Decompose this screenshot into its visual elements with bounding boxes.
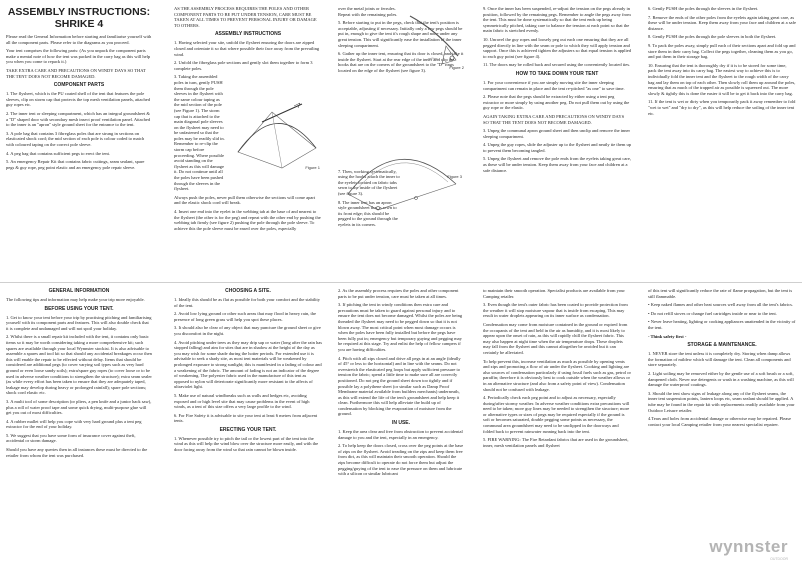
bottom-col-4 [483, 288, 631, 563]
paragraph: of this tent will significantly reduce the rate of flame propagation, but the tent is still flammable. [648, 288, 793, 299]
paragraph: • Keep naked flames and other heat sources well away from all the tent's fabrics. [648, 302, 793, 308]
paragraph: 5. FIRE WARNING: The Fire Retardant fabrics that are used in the groundsheet, inner, mesh ventilation panels and flysheet [483, 437, 629, 448]
site-heading: CHOOSING A SITE. [225, 288, 271, 294]
paragraph: 11. The doors may be rolled back and secured using the conveniently located ties. [483, 62, 631, 68]
erect-heading: ERECTING YOUR TENT. [219, 426, 277, 433]
figure-label: Figure 2 [449, 65, 464, 70]
assembly-heading: ASSEMBLY INSTRUCTIONS [214, 31, 282, 38]
bottom-col-3 [338, 288, 464, 563]
paragraph: 4. A rubber mallet will help you cope with very hard ground plus a tent peg extractor for the end of your holiday. [6, 418, 142, 430]
wynnster-logo [709, 537, 788, 561]
page-divider [0, 282, 802, 283]
paragraph: 10. Ensuring that the tent is thoroughly dry if it is to be stored for some time, pack the tent away into its carry bag. The easiest way to achieve this is to individually fold the inner tent and the flysheet to the rough width of the carry bag and lay them on top of each other. Then slowly roll them up around the poles, ensuring that as much of the trapped air as possible is squeezed out. The more slowly & tightly this is done the easier it will be to get it back into the carry bag. [648, 62, 796, 96]
paragraph: The following tips and information may help make your trip more enjoyable. [6, 297, 145, 302]
paragraph: • Do not refill stoves or change fuel cartridges inside or near to the tent. [648, 310, 777, 316]
paragraph: AGAIN TAKING EXTRA CARE AND PRECAUTIONS ON WINDY DAYS SO THAT THE TENT DOES NOT BECOME DAMAGED. [483, 113, 625, 125]
paragraph: 2. Light soiling may be removed either by the gentle use of a soft brush or a soft, dampened cloth. Never use detergents or wash in a washing machine, as this will damage the waterproof coatings. [648, 370, 794, 388]
paragraph: 3. Unpeg the communal apron ground sheet and then unclip and remove the inner sleeping compartment. [483, 128, 630, 139]
figure-label: Figure 3 [447, 174, 462, 179]
paragraph: 4.Tears and holes from accidental damage or otherwise may be repaired. Please contact your local Camping retailer from your nearest specialist repairer. [648, 416, 792, 427]
paragraph: 8. Gently PUSH the poles through the pole sleeves in both the flysheet. [648, 34, 777, 40]
paragraph: 6. Gather up the inner tent, ensuring that its door is closed, and take it inside the flysheet. Start at the rear edge of the inner and clip the hooks that are on the corners of the groundsheet to the "D" rings located on the edge of the flysheet (see figure 3). [338, 51, 464, 73]
paragraph: Please read the General Information before starting and familiarise yourself with all the component parts. Please refer to the diagrams as you proceed. [6, 34, 152, 45]
paragraph: 5. We suggest that you have some form of insurance cover against theft, accidental or storm damage. [6, 432, 136, 444]
figure-label: Figure 1 [305, 165, 320, 170]
paragraph: 9. To pack the poles away, simply pull each of their sections apart and fold up and store them in their carry bag. Collect the pegs together, cleaning them as you go, and put them in their storage bag. [648, 42, 796, 60]
bottom-col-1 [6, 288, 152, 563]
paragraph: 1. NEVER store the tent unless it is completely dry. Storing when damp allows the formation of mildew which will damage the tent. Clean all components and store separately. [648, 351, 791, 368]
paragraph: Should you have any queries then in all instances these must be directed to the retailer from whom the tent was purchased. [6, 447, 148, 458]
paragraph: 5. Before starting to put in the pegs, check that the tent's position is acceptable, adjusting if necessary. Initially only a few pegs should be put in, enough to give the tent it's rough shape and none under any great tension. This will significantly ease the installation of the inner sleeping compartment. [338, 20, 463, 48]
paragraph: AS THE ASSEMBLY PROCESS REQUIRES THE POLES AND OTHER COMPONENT PARTS TO BE PUT UNDER TENSION, CARE MUST BE TAKEN AT ALL TIMES TO PREVENT PERSONAL INJURY OR DAMAGE TO OTHERS. [174, 6, 317, 28]
paragraph: 7. Then, working systematically, using the hooks attach the inner to the eyelets located on fabric tabs sewn to the inside of the flysheet (see figure 3). [338, 168, 400, 196]
paragraph: 3. Taking the assembled poles in turn, gently PUSH them through the pole sleeves in the flysheet with the same colour taping as the mid section of the pole (see Figure 1). The storm cap that is attached to the main diagonal pole sleeves on the flysheet may need to be unfastened so that the poles may be readily slid in. Remember to re-clip the storm cap before proceeding. Where possible avoid standing on the flysheet as this will damage it. Do not continue until all the poles have been pushed through the sleeves in the flysheet. [174, 74, 225, 192]
paragraph: 4. Avoid pitching under trees as they may drip sap or water (long after the rain has stopped falling) and aim for sites that are in shadow at the height of the day as you may wish for some shade during the hotter periods. For extended use it is advisable to seek a shady site, as most tent materials will be weakened by prolonged exposure to strong sunlight; this is manifested in a fading of colour and a weakening of the fabric. The amount of fading is not an indicator of the degree of weakening. The polyester fabric used in the manufacture of this tent as opposed to nylon will deteriorate significantly more resistant to the affects of ultraviolet light. [174, 339, 322, 390]
figure-1 [232, 92, 322, 172]
take-down-heading: HOW TO TAKE DOWN YOUR TENT [515, 70, 599, 77]
paragraph: 5. An emergency Repair Kit that contains fabric cuttings, seam sealant, spare pegs & guy rope, peg point elastic and an emergency pole repair sleeve. [6, 159, 145, 170]
paragraph: 3. It should also be clear of any object that may puncture the ground sheet or give you discomfort in the night. [174, 325, 321, 336]
before-heading: BEFORE USING YOUR TENT. [44, 305, 114, 312]
top-col-4 [483, 6, 631, 280]
paragraph: 7. Remove the ends of the other poles from the eyelets again taking great care, as these will be under tension. Keep them away from your face and children at a safe distance. [648, 14, 796, 31]
inuse-heading: IN USE. [391, 420, 411, 427]
paragraph: Your tent comprises the following parts: (As you unpack the component parts make a mental note of how the tent was packed in the carry bag as this will help you when you come to repack it.) [6, 48, 151, 65]
paragraph: 3. A pole bag that contains 3 fibreglass poles that are strung in sections on elasticated shock cord; the mid section of each pole is colour coded to match with coloured taping on the correct pole sleeve. [6, 130, 145, 147]
paragraph: 3. A multi tool of some description (or pliers, a pen knife and a junior hack saw), plus a roll of water proof tape and some quick drying, multi-purpose glue will get you out of most difficulties. [6, 398, 152, 416]
paragraph: 2. Whilst there is a small repair kit included with the tent, it contains only basic items so it may be worth considering taking a more comprehensive kit; such spares are available through your local Wynnster stockist. It is also advisable to assemble a spares and tool kit so that should any accidental breakages occur then this will enable the repair to be effected without delay. Items that should be considered are additional pegs (to cover varying soil types such as very hard ground or even loose sandy soils); extra/spare guy ropes (to cover loose or to be used in adverse weather conditions to strengthen the structure); extra seam sealer (as while every effort has been taken to ensure that they are adequately taped, leakage may develop during heavy or prolonged rainfall); spare pole sections; shock cord elastic etc. [6, 334, 152, 396]
paragraph: 4. Periodically check each peg point and to adjust as necessary, especially during/after stormy weather. In adverse weather conditions extra precautions will need to be taken; more guy lines may be needed to strengthen the structure; more or alternative types or sizes of pegs may be required especially if the ground is soft or becomes saturated, double pegging some points as necessary, the communal area groundsheet may need to be unclipped in the doorways and folded back to prevent rainwater running back into the tent. [483, 395, 630, 434]
paragraph: 8. The inner tent has an apron style groundsheet that is sewn to its front edge; this should be pegged to the ground through the eyelets in its corners. [338, 199, 398, 227]
components-heading: COMPONENT PARTS [53, 82, 105, 89]
logo-tag: OUTDOOR [770, 557, 788, 561]
paragraph: 4. Pitch with all zips closed and drive all pegs in at an angle (ideally of 45° or less to the horizontal) and in line with the seams. Do not overstretch the elasticated peg loops but apply sufficient pressure to tension the fabric; spend a little time to make sure all are correctly positioned. Do not peg the ground sheet down too tightly and if possible lay a polythene sheet (or similar such as Damp Proof Membrane material available from builders merchants) underneath, as this will extend the life of the tent's groundsheet and help keep it clean. Furthermore this will help alleviate the build up of condensation by blocking the evaporation of moisture from the ground. [338, 355, 461, 417]
general-heading: GENERAL INFORMATION [48, 288, 110, 294]
top-col-1 [6, 6, 152, 280]
paragraph: 6. For Fire Safety it is advisable to site your tent at least 6 metres from adjacent tents. [174, 412, 318, 424]
paragraph: 2. As the assembly process requires the poles and other component parts to be put under tension, care must be taken at all times. [338, 288, 459, 299]
paragraph: 1. Keep the area clear and free from obstruction to prevent accidental damage to you and the tent, especially in an emergency. [338, 429, 463, 440]
paragraph: 11. If the tent is wet or dirty when you temporarily pack it away remember to fold "wet to wet" and "dry to dry", as this will help reduce the soiling of the inner tent etc. [648, 99, 796, 116]
paragraph: 3. Should the tent show signs of leakage along any of the flysheet seams, the inner tent suspension points, lantern loops etc, seam sealant should be applied. A tube may be found in the repair kit with replacements readily available from your Outdoor Leisure retailer. [648, 390, 795, 413]
paragraph: 9. Once the inner has been suspended, re-adjust the tension on the pegs already in position, followed by the remaining pegs. Remember to angle the pegs away from the tent. This must be done systematically so that the tent ends up being symmetrically pitched, taking care to balance the tension at each point so that the main fabric is stretched evenly. [483, 6, 631, 34]
paragraph: To help prevent this, increase ventilation as much as possible by opening vents and zips and promoting a flow of air under the flysheet. Cooking and lighting are also sources of condensation particularly if using fossil fuels such as gas, petrol or paraffin; therefore it is obviously best to cook outside when the weather allows or in an alternative structure (and also from a safety point of view). Condensation should not be confused with leakage. [483, 358, 631, 392]
bottom-col-2 [174, 288, 322, 563]
logo-text: wynnster [709, 537, 788, 556]
storage-heading: STORAGE & MAINTENANCE. [687, 342, 757, 349]
paragraph: 2. Avoid low lying ground or other such areas that may flood in heavy rain, the presence of long green grass will help you spot these places. [174, 311, 317, 322]
figure-2 [406, 6, 466, 70]
paragraph: 1. Having selected your site, unfold the flysheet ensuring the doors are zipped closed and orientate it so that where possible their face away from the prevailing wind. [174, 40, 320, 57]
paragraph: TAKE EXTRA CARE AND PRECAUTIONS ON WINDY DAYS SO THAT THE TENT DOES NOT BECOME DAMAGED. [6, 67, 146, 79]
paragraph: 5. Unpeg the flysheet and remove the pole ends from the eyelets taking great care, as these will be under tension. Keep them away from your face and children at a safe distance. [483, 156, 631, 173]
paragraph: 4. A peg bag that contains sufficient pegs to erect the tent. [6, 150, 111, 156]
paragraph: 10. Unravel the guy ropes and loosely peg out each one ensuring that they are all pegged directly in line with the seam or pole to which they will apply tension and support. Once this is achieved tighten the adjusters so that equal tension is applied to each guy point (see figure 4). [483, 36, 631, 59]
paragraph: - Think safety first - [648, 333, 687, 339]
paragraph: 2. Unfold the fibreglass pole sections and gently slot them together to form 3 complete poles. [174, 60, 313, 71]
paragraph: 1. The flysheet, which is the PU coated shell of the tent that features the pole sleeves, clip on storm cap that protects the top mesh ventilation panels, attached guy ropes etc. [6, 91, 150, 108]
bottom-col-5 [648, 288, 796, 524]
doc-title: ASSEMBLY INSTRUCTIONS: SHRIKE 4 [7, 6, 151, 30]
paragraph: 2. Please note that the pegs should be extracted by either using a tent peg extractor or more simply by using another peg. Do not pull them out by using the guy rope or the elastic. [483, 94, 630, 111]
paragraph: 2. To help keep the doors closed, cross over the peg points at the base of zips on the flysheet. Avoid treading on the zips and keep them free from dirt, as this will maintain their smooth operation. Should the zips become difficult to operate do not force them but adjust the pegging/guying of the tent to ease the pressure on them and lubricate with a silicon or similar lubricant [338, 443, 464, 477]
paragraph: to maintain their smooth operation. Specialist products are available from your Camping retailer. [483, 288, 625, 299]
paragraph: 6. Gently PUSH the poles through the sleeves in the flysheet. [648, 6, 759, 11]
paragraph: 5. Make use of natural windbreaks such as walls and hedges etc, avoiding exposed and or high level site that may cause problems in the event of high winds, as a tent of this size offers a very large profile to the wind. [174, 392, 310, 410]
paragraph: 1. Whenever possible try to pitch the tail or the lowest part of the tent into the wind as this will help the wind blow over the structure more easily, and with the door facing away from the wind so that rain cannot be blown inside. [174, 435, 319, 453]
paragraph: Condensation may come from moisture contained in the ground or expired from the occupants of the tent and held in the air as humidity, and it is most likely to appear upon the onset of rain, as this will rapidly chill the flysheet fabric. This may also happen at night time when the air temperature drops. These droplets may fall from the flysheet and this cannot altogether be avoided but it can certainly be alleviated. [483, 321, 628, 355]
paragraph: 3. Even though the tent's outer fabric has been coated to provide protection from the weather it will stop moisture vapour that is inside from escaping. This may result in water droplets appearing on its inner surface as condensation. [483, 302, 628, 319]
paragraph: 4. Unpeg the guy ropes, slide the adjuster up to the flysheet and neatly tie them up to prevent them becoming tangled. [483, 142, 631, 153]
paragraph: • Never leave heating, lighting or cooking appliances unattended in the vicinity of the tent. [648, 319, 796, 330]
paragraph: 3. If pitching the tent in windy conditions then extra care and precautions must be taken to guard against personal injury and to ensure the tent does not become damaged. Whilst the poles are being threaded the flysheet may need to be pegged down so that it is not blown away. The most critical point when most damage occurs is when the poles have been fully installed but before the pegs have been fully put in; emergency but temporary guying and pegging may be required at this stage. Try and enlist the help of fellow campers if you are having difficulties. [338, 302, 463, 352]
paragraph: 1. Ideally this should be as flat as possible for both your comfort and the stability of the tent. [174, 297, 320, 308]
paragraph: over the metal joints or ferrules. Repeat with the remaining poles. [338, 6, 398, 17]
paragraph: 1. For your convenience if you are simply moving site the inner sleeping compartment can remain in place and the tent re-pitched "as one" to save time. [483, 79, 625, 91]
paragraph: Always push the poles, never pull them otherwise the sections will come apart and the elastic shock cord will break. [174, 194, 316, 206]
paragraph: 4. Insert one end into the eyelet in the webbing tab at the base of and nearest to the flysheet (the other is for the peg) and repeat with the other end by pushing the webbing tab firmly (see figure 2) pushing the pole through the pole sleeve. To achieve this the pole sleeve must be eased over the poles, especially [174, 209, 321, 231]
figure-3 [338, 124, 466, 216]
paragraph: 2. The inner tent or sleeping compartment, which has an integral groundsheet & a "D" shaped door with secondary mesh insect proof ventilation panel. Attached to the inner is an "apron" style ground sheet for the entrance to the tent. [6, 110, 151, 128]
paragraph: 1. Get to know your tent before your trip by practising pitching and familiarising yourself with its component parts and features. This will also double check that it is complete and undamaged and will not spoil your holiday. [6, 314, 152, 331]
top-col-5 [648, 6, 796, 280]
